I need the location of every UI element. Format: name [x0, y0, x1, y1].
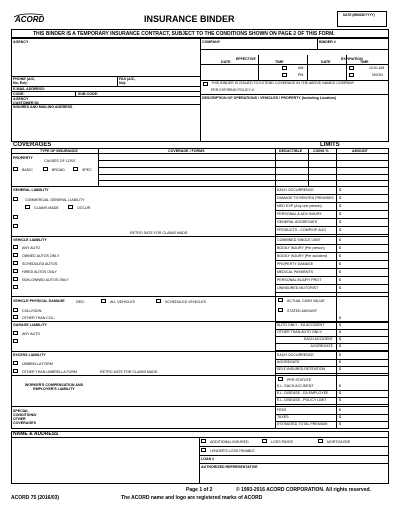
page-number: Page 1 of 2 — [186, 487, 213, 493]
limit-amount-field[interactable]: $ — [339, 384, 341, 388]
limit-row-line — [275, 268, 389, 269]
limit-row-line — [275, 218, 389, 219]
code-line — [11, 91, 200, 92]
email-label: E-MAIL ADDRESS: — [13, 87, 45, 91]
limit-label: SELF-INSURED RETENTION — [277, 367, 326, 371]
loss-payee-checkbox[interactable] — [262, 439, 267, 443]
limit-row-line — [275, 234, 389, 235]
limit-label: AGGREGATE — [310, 344, 333, 348]
claims-made-checkbox[interactable] — [25, 205, 30, 209]
vpd-label: VEHICLE PHYSICAL DAMAGE — [13, 299, 65, 303]
claims-made-label: CLAIMS MADE — [34, 206, 59, 210]
limit-amount-field[interactable]: $ — [339, 228, 341, 232]
col-coins: COINS % — [313, 149, 329, 153]
limit-label: TAXES — [277, 415, 289, 419]
vehicle-liability-end-line — [11, 296, 389, 297]
coverages-header-line — [11, 153, 389, 154]
limit-label: EACH OCCURRENCE — [277, 188, 314, 192]
limit-row-line — [275, 276, 389, 277]
acord-logo-mark — [13, 13, 51, 23]
expiration-label: EXPIRATION — [341, 57, 363, 61]
expiration-time-label: TIME — [360, 60, 369, 64]
col-type-of-insurance: TYPE OF INSURANCE — [40, 149, 78, 153]
limit-amount-field[interactable]: $ — [339, 278, 341, 282]
limit-amount-field[interactable]: $ — [339, 204, 341, 208]
collision-checkbox[interactable] — [13, 308, 18, 312]
hired-autos-checkbox[interactable] — [13, 269, 18, 273]
umbrella-form-checkbox[interactable] — [13, 361, 18, 365]
authorized-rep-label: AUTHORIZED REPRESENTATIVE — [201, 465, 258, 469]
actual-cash-label: ACTUAL CASH VALUE — [287, 299, 325, 303]
stated-amount-checkbox[interactable] — [278, 308, 283, 312]
effective-label: EFFECTIVE — [236, 57, 256, 61]
company-binder-divider — [317, 38, 318, 49]
limit-label: AUTO ONLY - EA ACCIDENT — [277, 323, 325, 327]
limit-label: UNINSURED MOTORIST — [277, 286, 319, 290]
limit-label: MED EXP (Any one person) — [277, 204, 322, 208]
limit-amount-field[interactable]: $ — [339, 391, 341, 395]
limit-row-line — [275, 404, 389, 405]
excess-end-line — [11, 375, 389, 376]
limit-label: COMBINED SINGLE LIMIT — [277, 238, 321, 242]
gl-other-checkbox-1[interactable] — [13, 215, 18, 219]
limits-title: LIMITS — [320, 142, 340, 148]
vehicle-other-checkbox[interactable] — [13, 285, 18, 289]
special-conditions-label: SPECIAL CONDITIONS/ OTHER COVERAGES — [13, 409, 37, 425]
spec-label: SPEC — [82, 168, 92, 172]
workers-comp-label: WORKER'S COMPENSATION AND EMPLOYER'S LIABILITY — [24, 383, 84, 391]
per-statute-label: PER STATUTE — [287, 378, 312, 382]
limit-amount-field[interactable]: $ — [339, 220, 341, 224]
lenders-loss-checkbox[interactable] — [201, 448, 206, 452]
limit-row-line — [275, 414, 389, 415]
limit-label: PERSONAL INJURY PROT — [277, 278, 322, 282]
basic-label: BASIC — [22, 168, 33, 172]
noon-checkbox[interactable] — [349, 73, 354, 77]
limit-row-line — [275, 210, 389, 211]
property-label: PROPERTY — [13, 156, 33, 160]
any-auto-checkbox[interactable] — [13, 245, 18, 249]
loss-payee-label: LOSS PAYEE — [271, 440, 294, 444]
limit-amount-field[interactable]: $ — [339, 196, 341, 200]
gl-other-checkbox-2[interactable] — [13, 224, 18, 228]
limit-amount-field[interactable]: $ — [339, 286, 341, 290]
limit-row-line — [275, 373, 389, 374]
description-field[interactable] — [201, 101, 388, 141]
limit-label: DAMAGE TO RENTED PREMISES — [277, 196, 334, 200]
extend-coverage-checkbox[interactable] — [203, 82, 208, 86]
property-row-line — [98, 174, 389, 175]
additional-insured-checkbox[interactable] — [201, 439, 206, 443]
other-umbrella-checkbox[interactable] — [13, 369, 18, 373]
causes-of-loss-label: CAUSES OF LOSS — [44, 159, 76, 163]
pm-checkbox[interactable] — [282, 73, 287, 77]
limit-row-line — [275, 226, 389, 227]
auto-option-label: NON-OWNED AUTOS ONLY — [22, 278, 69, 282]
other-than-col-checkbox[interactable] — [13, 315, 18, 319]
expiration-date-label: DATE — [321, 60, 331, 64]
limit-label: PRODUCTS - COMP/OP AGG — [277, 228, 327, 232]
limit-row-line — [275, 260, 389, 261]
noon-label: NOON — [372, 73, 383, 77]
limit-amount-field[interactable]: $ — [339, 330, 341, 334]
scheduled-autos-checkbox[interactable] — [13, 261, 18, 265]
occur-label: OCCUR — [77, 206, 91, 210]
am-checkbox[interactable] — [282, 66, 287, 70]
limit-amount-field[interactable]: $ — [339, 353, 341, 357]
scheduled-vehicles-label: SCHEDULED VEHICLES — [165, 300, 206, 304]
limit-label: PROPERTY DAMAGE — [277, 262, 314, 266]
authorized-rep-field[interactable] — [200, 470, 388, 483]
garage-end-line — [11, 351, 389, 352]
auto-option-label: OWNED AUTOS ONLY — [22, 254, 60, 258]
limit-label: ESTIMATED TOTAL PREMIUM — [277, 422, 328, 426]
commercial-gl-checkbox[interactable] — [13, 197, 18, 201]
insured-field[interactable] — [12, 110, 199, 141]
form-title: INSURANCE BINDER — [144, 14, 235, 24]
limit-amount-field[interactable]: $ — [339, 337, 341, 341]
scheduled-vehicles-checkbox[interactable] — [156, 299, 161, 303]
company-line — [200, 49, 389, 50]
authorized-line — [199, 463, 389, 464]
extend-coverage-text: THIS BINDER IS ISSUED TO EXTEND COVERAGE IN THE ABOVE NAMED COMPANY — [211, 81, 355, 85]
description-line — [200, 94, 389, 95]
all-vehicles-checkbox[interactable] — [101, 299, 106, 303]
acord-logo-text: ACORD — [15, 15, 45, 23]
garage-any-auto-checkbox[interactable] — [13, 331, 18, 335]
limit-label: E.L. EACH ACCIDENT — [277, 384, 314, 388]
phone-label: PHONE (A/C, No, Ext): — [13, 77, 36, 85]
limit-label: E.L. DISEASE - EA EMPLOYEE — [277, 391, 329, 395]
commercial-gl-label: COMMERCIAL GENERAL LIABILITY — [25, 198, 85, 202]
agency-phone-line — [11, 76, 200, 77]
garage-liability-label: GARAGE LIABILITY — [13, 323, 47, 327]
coverages-title: COVERAGES — [13, 142, 52, 148]
property-row-line — [98, 160, 389, 161]
limit-amount-field[interactable]: $ — [339, 246, 341, 250]
auto-option-label: HIRED AUTOS ONLY — [22, 270, 57, 274]
pm-label: PM — [298, 73, 304, 77]
additional-insured-label: ADDITIONAL INSURED — [210, 440, 249, 444]
loan-label: LOAN # — [201, 457, 215, 461]
limit-amount-field[interactable]: $ — [339, 262, 341, 266]
limit-amount-field[interactable]: $ — [339, 238, 341, 242]
spec-checkbox[interactable] — [73, 167, 78, 171]
limit-label: PERSONAL & ADV INJURY — [277, 212, 322, 216]
occur-checkbox[interactable] — [68, 205, 73, 209]
effective-date-label: DATE — [221, 60, 231, 64]
description-label: DESCRIPTION OF OPERATIONS / VEHICLES / PROPERTY (Including Location) — [202, 96, 337, 100]
limit-amount-field[interactable]: $ — [339, 212, 341, 216]
collision-label: COLLISION: — [22, 309, 43, 313]
workers-comp-end-line — [11, 406, 389, 407]
excess-retro-date-label: RETRO DATE FOR CLAIMS MADE: — [100, 370, 159, 374]
limit-row-line — [275, 194, 389, 195]
actual-cash-checkbox[interactable] — [278, 298, 283, 302]
effective-time-field[interactable] — [259, 65, 279, 79]
agency-field[interactable] — [12, 45, 199, 75]
1201am-label: 12:01 AM — [369, 66, 385, 70]
col-divider-limits — [275, 148, 276, 429]
col-divider-amount — [336, 148, 337, 429]
all-vehicles-label: ALL VEHICLES — [110, 300, 136, 304]
am-label: AM — [298, 66, 304, 70]
limit-label: AGGREGATE — [277, 360, 300, 364]
lenders-line — [199, 446, 389, 447]
mortgagee-label: MORTGAGEE — [327, 440, 351, 444]
insured-label: INSURED AND MAILING ADDRESS — [13, 105, 73, 109]
per-expiring-label: PER EXPIRING POLICY #: — [211, 88, 255, 92]
col-deductible: DEDUCTIBLE — [279, 149, 303, 153]
owned-autos-checkbox[interactable] — [13, 253, 18, 257]
garage-any-auto-label: ANY AUTO — [22, 332, 41, 336]
gl-retro-date-label: RETRO DATE FOR CLAIMS MADE: — [130, 231, 189, 235]
excess-liability-label: EXCESS LIABILITY — [13, 353, 46, 357]
vpd-ded-label: DED: — [76, 300, 85, 304]
limit-label: BODILY INJURY (Per person) — [277, 246, 325, 250]
agency-label: AGENCY — [13, 40, 29, 44]
limit-label: E.L. DISEASE - POLICY LIMIT — [277, 398, 327, 402]
limit-row-line — [275, 428, 389, 429]
limit-amount-field[interactable]: $ — [339, 415, 341, 419]
code-label: CODE: — [13, 92, 25, 96]
limit-amount-field[interactable]: $ — [339, 344, 341, 348]
limit-amount-field[interactable]: $ — [339, 188, 341, 192]
limit-row-line — [275, 292, 389, 293]
limit-label: BODILY INJURY (Per accident) — [277, 254, 328, 258]
limit-amount-field[interactable]: $ — [339, 408, 341, 412]
limit-row-line — [275, 252, 389, 253]
auto-option-label: ANY AUTO — [22, 246, 41, 250]
limit-amount-field[interactable]: $ — [339, 367, 341, 371]
property-row-line — [98, 180, 389, 181]
limit-amount-field[interactable]: $ — [339, 323, 341, 327]
lenders-loss-label: LENDER'S LOSS PAYABLE — [210, 449, 255, 453]
exp-date-divider — [346, 55, 347, 80]
col-coverage-forms: COVERAGE / FORMS — [168, 149, 205, 153]
customer-id-label: AGENCY CUSTOMER ID: — [13, 97, 40, 105]
subcode-label: SUB CODE: — [78, 92, 99, 96]
vehicle-liability-label: VEHICLE LIABILITY — [13, 238, 47, 242]
limit-label: MEDICAL PAYMENTS — [277, 270, 314, 274]
limit-row-line — [275, 202, 389, 203]
fax-label: FAX (A/C, No): — [119, 77, 136, 85]
mortgagee-checkbox[interactable] — [318, 439, 323, 443]
limit-row-line — [275, 350, 389, 351]
date-label: DATE (MM/DD/YYYY) — [343, 13, 375, 17]
other-umbrella-label: OTHER THAN UMBRELLA FORM — [22, 370, 78, 374]
limit-amount-field[interactable]: $ — [339, 270, 341, 274]
broad-label: BROAD — [52, 168, 65, 172]
stated-amount-label: STATED AMOUNT — [287, 309, 318, 313]
company-label: COMPANY — [202, 40, 221, 44]
limit-label: EACH OCCURRENCE — [277, 353, 314, 357]
limit-row-line — [275, 244, 389, 245]
other-than-col-label: OTHER THAN COL: — [22, 316, 55, 320]
garage-other-checkbox[interactable] — [13, 339, 18, 343]
copyright: © 1993-2016 ACORD CORPORATION. All rights reserved. — [236, 487, 371, 493]
per-statute-checkbox[interactable] — [278, 377, 283, 381]
broad-checkbox[interactable] — [43, 167, 48, 171]
binder-number-label: BINDER # — [319, 40, 336, 44]
effective-date-field[interactable] — [201, 65, 257, 79]
limit-row-line — [275, 284, 389, 285]
col-amount: AMOUNT — [352, 149, 368, 153]
auto-option-label: SCHEDULED AUTOS — [22, 262, 58, 266]
loan-line — [199, 455, 389, 456]
name-address-field[interactable] — [12, 438, 198, 483]
limit-amount-field[interactable]: $ — [339, 422, 341, 426]
phone-fax-divider — [117, 76, 118, 86]
temporary-contract-notice: THIS BINDER IS A TEMPORARY INSURANCE CONTRACT, SUBJECT TO THE CONDITIONS SHOWN ON PAGE 2 OF THIS FORM. — [33, 31, 335, 37]
1201am-checkbox[interactable] — [349, 66, 354, 70]
limit-amount-field[interactable]: $ — [339, 316, 341, 320]
limit-amount-field[interactable]: $ — [339, 398, 341, 402]
effective-time-label: TIME — [275, 60, 284, 64]
property-row-line — [98, 167, 389, 168]
expiration-date-field[interactable] — [308, 65, 345, 79]
general-liability-label: GENERAL LIABILITY — [13, 188, 49, 192]
form-id: ACORD 75 (2016/03) — [11, 495, 60, 501]
acord-logo — [13, 10, 51, 23]
limit-label: OTHER THAN AUTO ONLY: — [277, 330, 323, 334]
limit-label: EACH ACCIDENT — [303, 337, 333, 341]
limit-amount-field[interactable]: $ — [339, 360, 341, 364]
property-end-line — [11, 186, 389, 187]
trademark: The ACORD name and logo are registered marks of ACORD — [121, 495, 263, 501]
name-address-title: NAME & ADDRESS — [13, 431, 59, 437]
umbrella-form-label: UMBRELLA FORM — [22, 362, 53, 366]
basic-checkbox[interactable] — [13, 167, 18, 171]
non-owned-autos-checkbox[interactable] — [13, 277, 18, 281]
limit-amount-field[interactable]: $ — [339, 254, 341, 258]
limit-label: GENERAL AGGREGATE — [277, 220, 318, 224]
limit-label: FEES — [277, 408, 287, 412]
general-liability-end-line — [11, 236, 389, 237]
